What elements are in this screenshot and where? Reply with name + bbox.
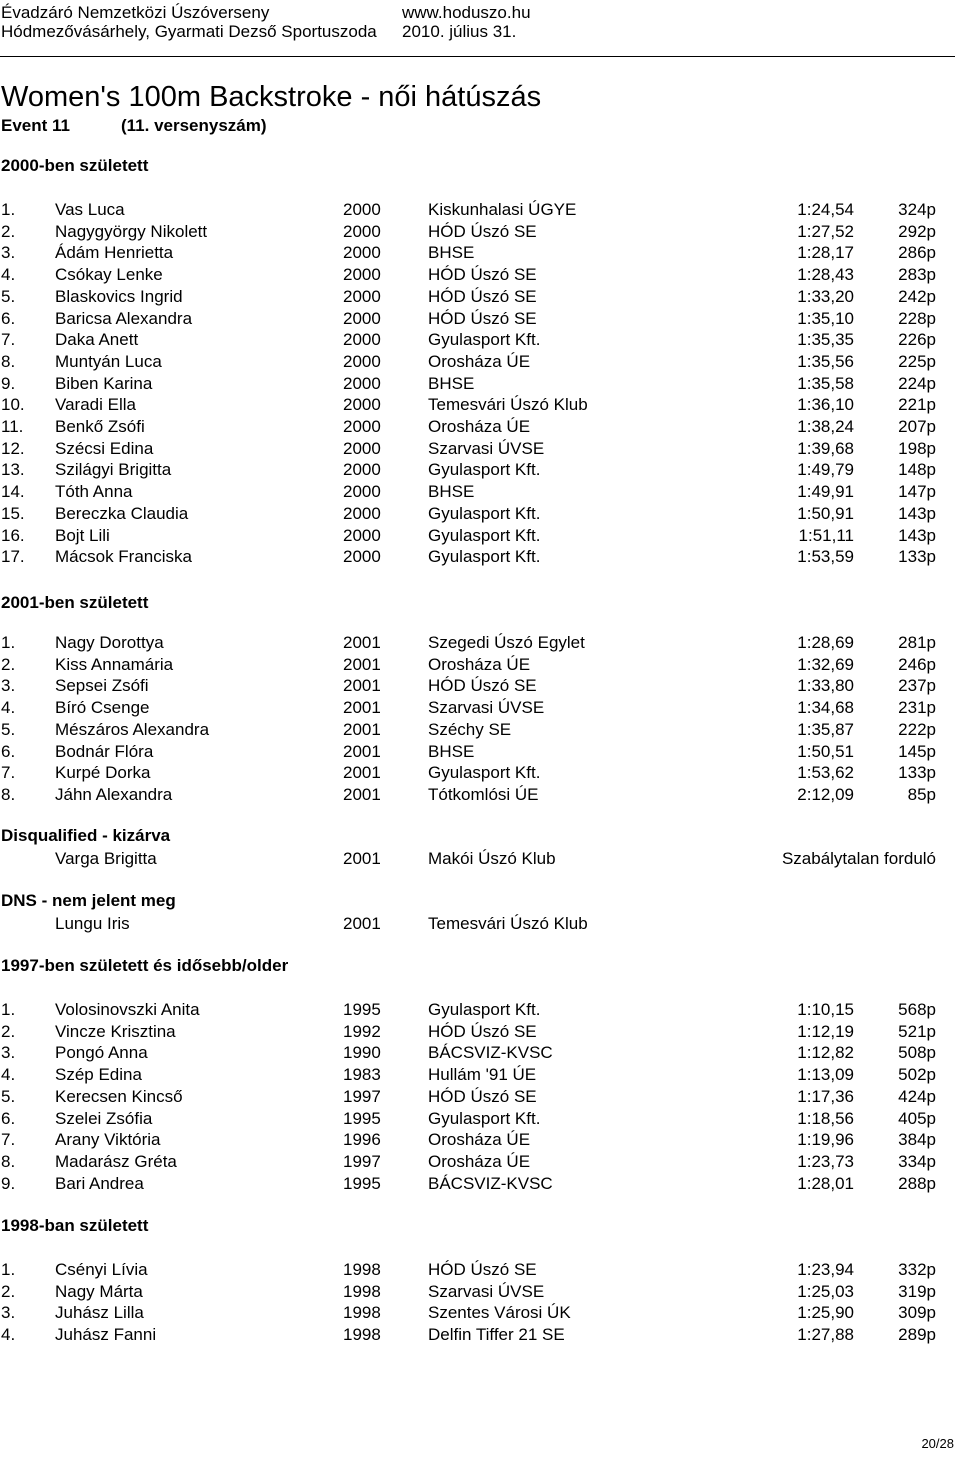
swimmer-name: Szilágyi Brigitta: [55, 460, 172, 480]
birth-year: 2000: [343, 395, 381, 415]
points-cell: 145p: [898, 741, 936, 761]
result-row: [0, 1086, 960, 1108]
swim-time: 1:19,96: [797, 1130, 854, 1150]
points-cell: 226p: [898, 330, 936, 350]
points-cell: 246p: [898, 654, 936, 674]
result-row: [0, 999, 960, 1021]
birth-year: 2000: [343, 438, 381, 458]
swim-time: 1:36,10: [797, 395, 854, 415]
result-row: [0, 1129, 960, 1151]
points-cell: 198p: [898, 438, 936, 458]
swimmer-name: Juhász Fanni: [55, 1325, 157, 1345]
points-cell: 286p: [898, 243, 936, 263]
rank-cell: 17.: [1, 547, 25, 567]
swim-time: 1:12,19: [797, 1021, 854, 1041]
swimmer-name: Muntyán Luca: [55, 351, 162, 371]
rank-cell: 1.: [1, 200, 16, 219]
club-name: HÓD Úszó SE: [428, 1260, 537, 1279]
swim-time: 1:17,36: [797, 1086, 854, 1106]
points-cell: 143p: [898, 503, 936, 523]
event-subtitle: (11. versenyszám): [121, 116, 267, 135]
result-row: [0, 1151, 960, 1173]
swimmer-name: Bodnár Flóra: [55, 741, 154, 761]
swimmer-name: Bereczka Claudia: [55, 503, 189, 523]
club-name: Gyulasport Kft.: [428, 503, 541, 523]
swimmer-name: Varadi Ella: [55, 395, 136, 415]
points-cell: 508p: [898, 1043, 936, 1063]
rank-cell: 2.: [1, 1281, 16, 1301]
birth-year: 2000: [343, 373, 381, 393]
birth-year: 2000: [343, 265, 381, 285]
points-cell: 281p: [898, 633, 936, 652]
swimmer-name: Nagy Dorottya: [55, 633, 164, 652]
result-row: [0, 1064, 960, 1086]
swim-time: 1:13,09: [797, 1065, 854, 1085]
rank-cell: 9.: [1, 373, 16, 393]
swimmer-name: Juhász Lilla: [55, 1303, 144, 1323]
points-cell: 568p: [898, 1000, 936, 1019]
points-cell: 147p: [898, 482, 936, 502]
rank-cell: 2.: [1, 654, 16, 674]
birth-year: 2001: [343, 914, 381, 933]
birth-year: 2001: [343, 719, 381, 739]
club-name: Tótkomlósi ÚE: [428, 784, 539, 804]
birth-year: 2000: [343, 482, 381, 502]
section-heading: 1998-ban született: [1, 1216, 149, 1235]
birth-year: 1995: [343, 1000, 381, 1019]
swimmer-name: Blaskovics Ingrid: [55, 286, 183, 306]
club-name: Makói Úszó Klub: [428, 849, 556, 868]
result-row: [0, 1108, 960, 1130]
result-row: [0, 654, 960, 676]
club-name: Gyulasport Kft.: [428, 525, 541, 545]
rank-cell: 6.: [1, 308, 16, 328]
swimmer-name: Daka Anett: [55, 330, 139, 350]
points-cell: 237p: [898, 676, 936, 696]
swimmer-name: Baricsa Alexandra: [55, 308, 193, 328]
rank-cell: 3.: [1, 1043, 16, 1063]
swimmer-name: Kurpé Dorka: [55, 763, 151, 783]
rank-cell: 6.: [1, 1108, 16, 1128]
club-name: Temesvári Úszó Klub: [428, 395, 588, 415]
swimmer-name: Nagygyörgy Nikolett: [55, 221, 208, 241]
result-row: [0, 546, 960, 568]
rank-cell: 14.: [1, 482, 25, 502]
swimmer-name: Csényi Lívia: [55, 1260, 148, 1279]
result-row: [0, 1021, 960, 1043]
points-cell: 231p: [898, 698, 936, 718]
points-cell: 309p: [898, 1303, 936, 1323]
birth-year: 1992: [343, 1021, 381, 1041]
birth-year: 2001: [343, 741, 381, 761]
result-row: [0, 762, 960, 784]
result-row: [0, 438, 960, 460]
page-number: 20/28: [921, 1436, 954, 1451]
club-name: BHSE: [428, 243, 475, 263]
swim-time: 1:27,88: [797, 1325, 854, 1345]
result-row: [0, 848, 960, 870]
swim-time: 1:35,87: [797, 719, 854, 739]
result-row: [0, 264, 960, 286]
swimmer-name: Jáhn Alexandra: [55, 784, 173, 804]
swim-time: 1:49,79: [797, 460, 854, 480]
points-cell: 405p: [898, 1108, 936, 1128]
club-name: Gyulasport Kft.: [428, 547, 541, 567]
result-row: [0, 1302, 960, 1324]
birth-year: 2000: [343, 308, 381, 328]
swimmer-name: Bíró Csenge: [55, 698, 150, 718]
birth-year: 2000: [343, 525, 381, 545]
swimmer-name: Volosinovszki Anita: [55, 1000, 200, 1019]
swim-time: 1:35,35: [797, 330, 854, 350]
rank-cell: 6.: [1, 741, 16, 761]
swimmer-name: Arany Viktória: [55, 1130, 161, 1150]
swimmer-name: Kerecsen Kincső: [55, 1086, 183, 1106]
club-name: BHSE: [428, 373, 475, 393]
swimmer-name: Szécsi Edina: [55, 438, 154, 458]
club-name: HÓD Úszó SE: [428, 221, 537, 241]
points-cell: 133p: [898, 547, 936, 567]
swimmer-name: Csókay Lenke: [55, 265, 163, 285]
rank-cell: 1.: [1, 1260, 16, 1279]
swim-time: 1:12,82: [797, 1043, 854, 1063]
swimmer-name: Bojt Lili: [55, 525, 110, 545]
result-row: [0, 503, 960, 525]
rank-cell: 3.: [1, 243, 16, 263]
club-name: Kiskunhalasi ÚGYE: [428, 200, 577, 219]
rank-cell: 2.: [1, 221, 16, 241]
swim-time: 1:25,03: [797, 1281, 854, 1301]
result-row: [0, 416, 960, 438]
club-name: Temesvári Úszó Klub: [428, 914, 588, 933]
swimmer-name: Vincze Krisztina: [55, 1021, 176, 1041]
result-row: [0, 1042, 960, 1064]
rank-cell: 2.: [1, 1021, 16, 1041]
swim-time: 1:34,68: [797, 698, 854, 718]
rank-cell: 5.: [1, 719, 16, 739]
swimmer-name: Nagy Márta: [55, 1281, 143, 1301]
swimmer-name: Sepsei Zsófi: [55, 676, 149, 696]
points-cell: 85p: [907, 784, 936, 804]
swim-time: 1:10,15: [797, 1000, 854, 1019]
swim-time: 1:53,59: [797, 547, 854, 567]
points-cell: 221p: [898, 395, 936, 415]
swimmer-name: Varga Brigitta: [55, 849, 157, 868]
points-cell: 283p: [898, 265, 936, 285]
club-name: Delfin Tiffer 21 SE: [428, 1325, 565, 1345]
swim-time: 1:35,56: [797, 351, 854, 371]
rank-cell: 9.: [1, 1173, 16, 1193]
birth-year: 1996: [343, 1130, 381, 1150]
club-name: HÓD Úszó SE: [428, 265, 537, 285]
swim-time: 1:38,24: [797, 417, 854, 436]
birth-year: 1997: [343, 1086, 381, 1106]
rank-cell: 7.: [1, 1130, 16, 1150]
rank-cell: 7.: [1, 330, 16, 350]
points-cell: 228p: [898, 308, 936, 328]
swim-time: 1:28,69: [797, 633, 854, 652]
rank-cell: 8.: [1, 784, 16, 804]
swim-time: 1:35,58: [797, 373, 854, 393]
club-name: HÓD Úszó SE: [428, 676, 537, 696]
section-heading: 1997-ben született és idősebb/older: [1, 956, 289, 975]
club-name: Orosháza ÚE: [428, 417, 531, 436]
event-number: Event 11: [1, 116, 70, 135]
result-row: [0, 719, 960, 741]
birth-year: 2001: [343, 763, 381, 783]
rank-cell: 8.: [1, 1151, 16, 1171]
birth-year: 1997: [343, 1151, 381, 1171]
birth-year: 2000: [343, 221, 381, 241]
points-cell: 502p: [898, 1065, 936, 1085]
result-row: [0, 373, 960, 395]
birth-year: 2001: [343, 676, 381, 696]
club-name: HÓD Úszó SE: [428, 308, 537, 328]
venue: Hódmezővásárhely, Gyarmati Dezső Sportuszoda: [1, 22, 377, 41]
rank-cell: 3.: [1, 676, 16, 696]
birth-year: 1995: [343, 1173, 381, 1193]
swim-time: 1:28,01: [797, 1173, 854, 1193]
swim-time: 1:50,51: [797, 741, 854, 761]
rank-cell: 10.: [1, 395, 25, 415]
birth-year: 2001: [343, 698, 381, 718]
club-name: HÓD Úszó SE: [428, 1021, 537, 1041]
result-row: [0, 199, 960, 221]
swim-time: 1:23,73: [797, 1151, 854, 1171]
points-cell: 133p: [898, 763, 936, 783]
result-row: [0, 525, 960, 547]
swim-time: 2:12,09: [797, 784, 854, 804]
result-row: [0, 221, 960, 243]
swim-time: 1:28,43: [797, 265, 854, 285]
club-name: HÓD Úszó SE: [428, 286, 537, 306]
points-cell: 288p: [898, 1173, 936, 1193]
rank-cell: 4.: [1, 1065, 16, 1085]
birth-year: 2001: [343, 784, 381, 804]
points-cell: 332p: [898, 1260, 936, 1279]
result-row: [0, 632, 960, 654]
swim-time: 1:27,52: [797, 221, 854, 241]
rank-cell: 1.: [1, 633, 16, 652]
rank-cell: 5.: [1, 1086, 16, 1106]
birth-year: 1998: [343, 1325, 381, 1345]
points-cell: 222p: [898, 719, 936, 739]
swim-time: 1:23,94: [797, 1260, 854, 1279]
club-name: Hullám '91 ÚE: [428, 1065, 537, 1085]
birth-year: 2000: [343, 547, 381, 567]
swimmer-name: Kiss Annamária: [55, 654, 174, 674]
rank-cell: 3.: [1, 1303, 16, 1323]
swimmer-name: Tóth Anna: [55, 482, 133, 502]
club-name: Gyulasport Kft.: [428, 330, 541, 350]
club-name: Szarvasi ÚVSE: [428, 698, 545, 718]
result-row: [0, 697, 960, 719]
birth-year: 1983: [343, 1065, 381, 1085]
rank-cell: 1.: [1, 1000, 16, 1019]
rank-cell: 4.: [1, 265, 16, 285]
rank-cell: 8.: [1, 351, 16, 371]
page-title: Women's 100m Backstroke - női hátúszás: [1, 81, 542, 113]
points-cell: 384p: [898, 1130, 936, 1150]
points-cell: 292p: [898, 221, 936, 241]
birth-year: 1998: [343, 1260, 381, 1279]
result-row: [0, 394, 960, 416]
swim-time: 1:33,20: [797, 286, 854, 306]
result-row: [0, 481, 960, 503]
competition-date: 2010. július 31.: [402, 22, 517, 41]
rank-cell: 4.: [1, 698, 16, 718]
club-name: Szentes Városi ÚK: [428, 1303, 571, 1323]
swimmer-name: Biben Karina: [55, 373, 153, 393]
result-row: [0, 675, 960, 697]
result-row: [0, 913, 960, 935]
birth-year: 2000: [343, 351, 381, 371]
section-heading: 2000-ben született: [1, 156, 149, 175]
result-row: [0, 1259, 960, 1281]
swim-time: 1:50,91: [797, 503, 854, 523]
rank-cell: 7.: [1, 763, 16, 783]
birth-year: 2001: [343, 654, 381, 674]
birth-year: 1998: [343, 1281, 381, 1301]
rank-cell: 12.: [1, 438, 25, 458]
swimmer-name: Mácsok Franciska: [55, 547, 192, 567]
swim-time: 1:51,11: [798, 525, 854, 545]
swimmer-name: Mészáros Alexandra: [55, 719, 210, 739]
club-name: Gyulasport Kft.: [428, 1108, 541, 1128]
swimmer-name: Lungu Iris: [55, 914, 130, 933]
points-cell: 319p: [898, 1281, 936, 1301]
swimmer-name: Vas Luca: [55, 200, 125, 219]
result-row: [0, 351, 960, 373]
section-heading: Disqualified - kizárva: [1, 826, 171, 845]
disqualification-note: Szabálytalan forduló: [781, 849, 936, 868]
swim-time: 1:18,56: [797, 1108, 854, 1128]
points-cell: 148p: [898, 460, 936, 480]
result-row: [0, 1173, 960, 1195]
club-name: Orosháza ÚE: [428, 351, 531, 371]
club-name: BHSE: [428, 741, 475, 761]
rank-cell: 11.: [1, 417, 24, 436]
points-cell: 207p: [898, 417, 936, 436]
birth-year: 2000: [343, 330, 381, 350]
birth-year: 2000: [343, 417, 381, 436]
points-cell: 324p: [898, 200, 936, 219]
birth-year: 1990: [343, 1043, 381, 1063]
points-cell: 424p: [898, 1086, 936, 1106]
club-name: Orosháza ÚE: [428, 1151, 531, 1171]
points-cell: 225p: [898, 351, 936, 371]
club-name: Gyulasport Kft.: [428, 1000, 541, 1019]
swim-time: 1:25,90: [797, 1303, 854, 1323]
rank-cell: 16.: [1, 525, 25, 545]
club-name: BÁCSVIZ-KVSC: [428, 1173, 553, 1193]
swimmer-name: Madarász Gréta: [55, 1151, 177, 1171]
swimmer-name: Bari Andrea: [55, 1173, 144, 1193]
points-cell: 289p: [898, 1325, 936, 1345]
rank-cell: 13.: [1, 460, 25, 480]
points-cell: 334p: [898, 1151, 936, 1171]
swim-time: 1:35,10: [797, 308, 854, 328]
result-row: [0, 242, 960, 264]
rank-cell: 4.: [1, 1325, 16, 1345]
birth-year: 2001: [343, 633, 381, 652]
swimmer-name: Benkő Zsófi: [55, 417, 145, 436]
result-row: [0, 741, 960, 763]
birth-year: 2000: [343, 200, 381, 219]
club-name: BÁCSVIZ-KVSC: [428, 1043, 553, 1063]
birth-year: 2000: [343, 286, 381, 306]
club-name: HÓD Úszó SE: [428, 1086, 537, 1106]
result-row: [0, 329, 960, 351]
result-row: [0, 1281, 960, 1303]
swim-time: 1:39,68: [797, 438, 854, 458]
swim-time: 1:49,91: [797, 482, 854, 502]
rank-cell: 15.: [1, 503, 25, 523]
result-row: [0, 459, 960, 481]
points-cell: 521p: [898, 1021, 936, 1041]
birth-year: 2000: [343, 460, 381, 480]
website-link[interactable]: www.hoduszo.hu: [402, 3, 531, 22]
club-name: BHSE: [428, 482, 475, 502]
birth-year: 2000: [343, 503, 381, 523]
points-cell: 143p: [898, 525, 936, 545]
result-row: [0, 1324, 960, 1346]
rank-cell: 5.: [1, 286, 16, 306]
competition-name: Évadzáró Nemzetközi Úszóverseny: [1, 3, 270, 22]
birth-year: 1995: [343, 1108, 381, 1128]
points-cell: 242p: [898, 286, 936, 306]
swim-time: 1:33,80: [797, 676, 854, 696]
swim-time: 1:53,62: [797, 763, 854, 783]
club-name: Orosháza ÚE: [428, 654, 531, 674]
club-name: Orosháza ÚE: [428, 1130, 531, 1150]
birth-year: 2001: [343, 849, 381, 868]
club-name: Gyulasport Kft.: [428, 763, 541, 783]
points-cell: 224p: [898, 373, 936, 393]
club-name: Szarvasi ÚVSE: [428, 1281, 545, 1301]
club-name: Gyulasport Kft.: [428, 460, 541, 480]
swimmer-name: Ádám Henrietta: [55, 243, 174, 263]
club-name: Széchy SE: [428, 719, 512, 739]
result-row: [0, 308, 960, 330]
swim-time: 1:32,69: [797, 654, 854, 674]
section-heading: DNS - nem jelent meg: [1, 891, 176, 910]
swimmer-name: Szelei Zsófia: [55, 1108, 153, 1128]
swim-time: 1:28,17: [797, 243, 854, 263]
birth-year: 2000: [343, 243, 381, 263]
swim-time: 1:24,54: [797, 200, 854, 219]
club-name: Szarvasi ÚVSE: [428, 438, 545, 458]
swimmer-name: Pongó Anna: [55, 1043, 148, 1063]
swimmer-name: Szép Edina: [55, 1065, 142, 1085]
result-row: [0, 784, 960, 806]
result-row: [0, 286, 960, 308]
section-heading: 2001-ben született: [1, 593, 149, 612]
club-name: Szegedi Úszó Egylet: [428, 633, 585, 652]
birth-year: 1998: [343, 1303, 381, 1323]
